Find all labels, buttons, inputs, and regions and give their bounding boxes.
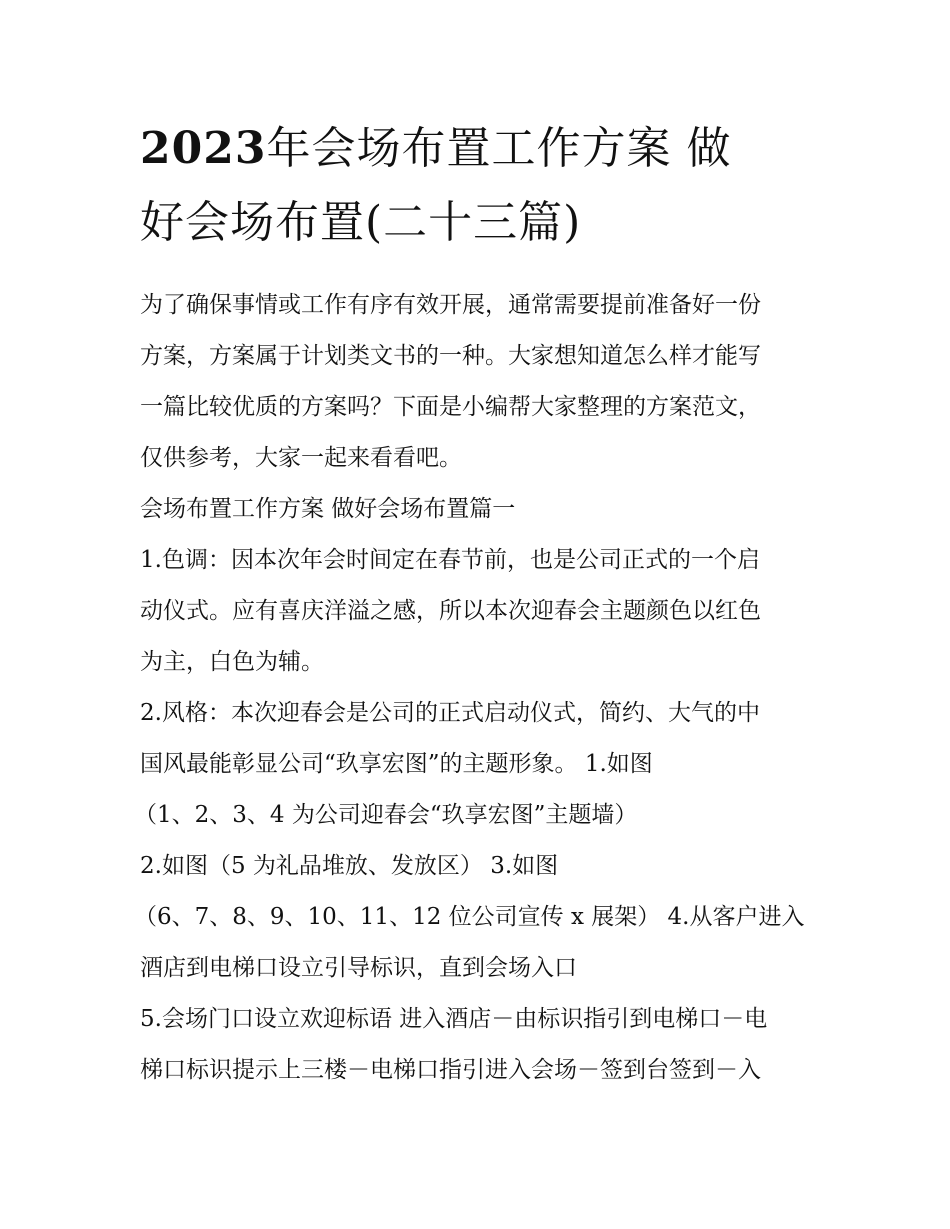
text-line: （6、7、8、9、10、11、12 位公司宣传 x 展架） 4.从客户进入: [134, 904, 805, 930]
text-line: 为了确保事情或工作有序有效开展，通常需要提前准备好一份: [140, 292, 761, 318]
text-line: 为主，白色为辅。: [140, 649, 324, 675]
text-line: 仅供参考，大家一起来看看吧。: [140, 445, 462, 471]
text-line: 1.色调：因本次年会时间定在春节前，也是公司正式的一个启: [140, 547, 760, 573]
text-line: 2.风格：本次迎春会是公司的正式启动仪式，简约、大气的中: [140, 700, 760, 726]
text-line: 酒店到电梯口设立引导标识，直到会场入口: [140, 955, 577, 981]
text-line: 动仪式。应有喜庆洋溢之感，所以本次迎春会主题颜色以红色: [140, 598, 761, 624]
title-year: 2023: [140, 123, 267, 174]
section-heading: 会场布置工作方案 做好会场布置篇一: [140, 496, 516, 522]
text-line: 方案，方案属于计划类文书的一种。大家想知道怎么样才能写: [140, 343, 761, 369]
text-line: 2.如图（5 为礼品堆放、发放区） 3.如图: [140, 853, 559, 879]
document-title: [140, 112, 812, 260]
text-line: 一篇比较优质的方案吗？下面是小编帮大家整理的方案范文，: [140, 394, 761, 420]
title-line-1: [140, 123, 731, 174]
title-line-1-rest: 年会场布置工作方案 做: [266, 123, 732, 174]
document-body: [134, 280, 812, 1096]
document-page: [134, 112, 812, 1096]
text-line: 梯口标识提示上三楼－电梯口指引进入会场－签到台签到－入: [140, 1057, 761, 1083]
text-line: （1、2、3、4 为公司迎春会“玖享宏图”主题墙）: [134, 802, 638, 828]
text-line: 5.会场门口设立欢迎标语 进入酒店－由标识指引到电梯口－电: [140, 1006, 768, 1032]
text-line: 国风最能彰显公司“玖享宏图”的主题形象。 1.如图: [140, 751, 653, 777]
title-line-2: 好会场布置(二十三篇): [140, 197, 582, 248]
